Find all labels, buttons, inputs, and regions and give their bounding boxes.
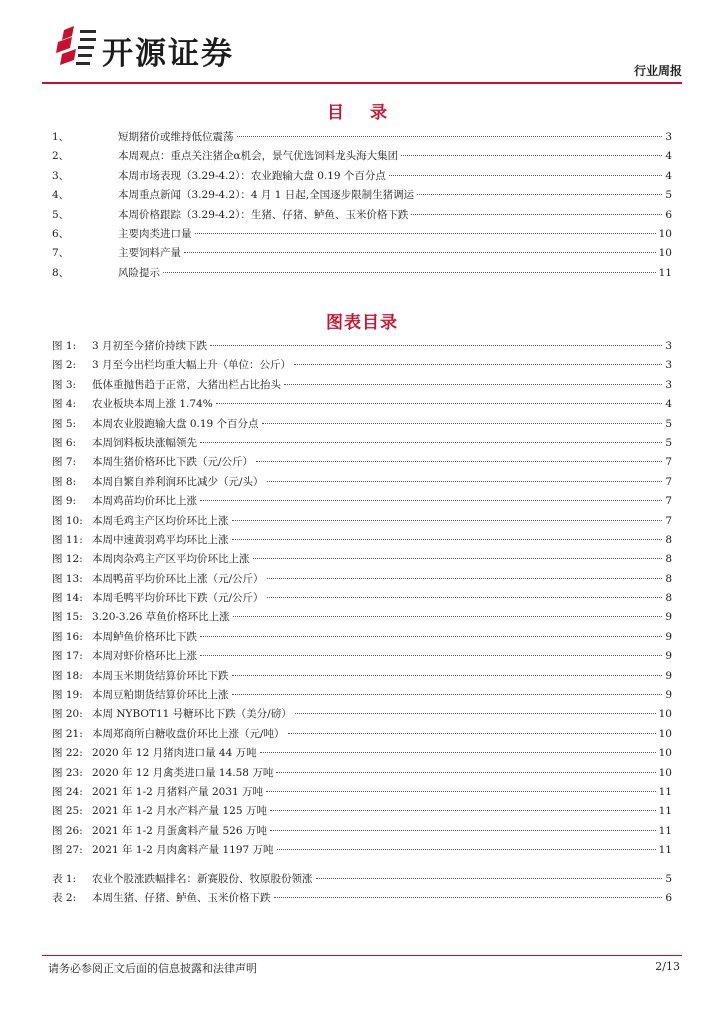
entry-number: 2、 — [52, 150, 70, 163]
entry-number: 图 11: — [52, 533, 83, 546]
entry-title: 主要饲料产量 — [118, 247, 181, 260]
entry-page: 4 — [665, 150, 672, 163]
entry-number: 图 14: — [52, 592, 83, 605]
entry-page: 3 — [665, 340, 672, 352]
entry-title: 2021 年 1-2 月蛋禽料产量 526 万吨 — [92, 824, 267, 837]
entry-number: 图 20: — [52, 708, 83, 721]
dot-leader — [267, 578, 663, 579]
toc-entry[interactable] — [52, 589, 672, 608]
entry-title: 本周毛鸭平均价环比下跌（元/公斤） — [92, 592, 264, 605]
table-toc — [52, 870, 672, 909]
brand-name: 开源证券 — [102, 36, 234, 72]
kaiyuan-logo-icon — [54, 24, 98, 68]
dot-leader — [276, 772, 655, 773]
entry-title: 农业板块本周上涨 1.74% — [92, 398, 213, 411]
toc-entry[interactable] — [52, 147, 672, 166]
entry-page: 11 — [658, 824, 672, 837]
entry-page: 7 — [665, 514, 672, 527]
entry-page: 6 — [665, 208, 672, 221]
entry-title: 本周玉米期货结算价环比下跌 — [92, 669, 229, 682]
toc-entry[interactable] — [52, 492, 672, 511]
dot-leader — [401, 155, 662, 156]
dot-leader — [316, 878, 663, 879]
toc-entry[interactable] — [52, 337, 672, 356]
entry-title: 本周鲈鱼价格环比下跌 — [92, 630, 197, 643]
toc-entry[interactable] — [52, 225, 672, 244]
entry-title: 短期猪价或维持低位震荡 — [118, 131, 234, 143]
toc-entry[interactable] — [52, 889, 672, 908]
dot-leader — [200, 655, 662, 656]
entry-number: 图 2: — [52, 359, 77, 372]
entry-number: 图 9: — [52, 495, 77, 508]
entry-page: 7 — [665, 475, 672, 488]
toc-entry[interactable] — [52, 608, 672, 627]
entry-title: 本周自繁自养利润环比减少（元/头） — [92, 475, 264, 488]
entry-number: 图 25: — [52, 805, 83, 818]
entry-title: 农业个股涨跌幅排名：新赛股份、牧原股份领涨 — [92, 873, 313, 885]
entry-title: 2020 年 12 月猪肉进口量 44 万吨 — [92, 747, 257, 760]
entry-number: 图 18: — [52, 669, 83, 682]
entry-page: 4 — [665, 169, 672, 182]
entry-title: 本周观点：重点关注猪企α机会，景气优选饲料龙头海大集团 — [118, 150, 399, 163]
entry-number: 图 19: — [52, 689, 83, 702]
entry-number: 图 21: — [52, 727, 83, 740]
entry-title: 2020 年 12 月禽类进口量 14.58 万吨 — [92, 766, 274, 779]
entry-page: 9 — [665, 630, 672, 643]
dot-leader — [163, 272, 656, 273]
toc-entry[interactable] — [52, 356, 672, 375]
entry-page: 3 — [665, 359, 672, 372]
dot-leader — [195, 233, 656, 234]
entry-number: 7、 — [52, 247, 70, 260]
toc-entry[interactable] — [52, 395, 672, 414]
dot-leader — [274, 897, 663, 898]
entry-title: 3 月初至今猪价持续下跌 — [92, 340, 208, 352]
entry-page: 10 — [658, 727, 672, 740]
entry-title: 本周中速黄羽鸡平均环比上涨 — [92, 533, 229, 546]
entry-page: 11 — [658, 785, 672, 798]
entry-title: 本周生猪、仔猪、鲈鱼、玉米价格下跌 — [92, 892, 271, 905]
toc-entry[interactable] — [52, 744, 672, 763]
entry-page: 6 — [665, 892, 672, 905]
entry-page: 7 — [665, 456, 672, 469]
header-divider — [42, 82, 682, 84]
toc-entry[interactable] — [52, 167, 672, 186]
entry-title: 本周价格跟踪（3.29-4.2）：生猪、仔猪、鲈鱼、玉米价格下跌 — [118, 208, 409, 221]
entry-title: 本周对虾价格环比上涨 — [92, 650, 197, 663]
dot-leader — [294, 364, 662, 365]
entry-page: 8 — [665, 553, 672, 566]
entry-title: 风险提示 — [118, 266, 160, 279]
entry-number: 8、 — [52, 266, 70, 279]
report-type: 行业周报 — [633, 64, 682, 78]
dot-leader — [260, 752, 656, 753]
entry-title: 本周生猪价格环比下跌（元/公斤） — [92, 456, 254, 469]
toc-entry[interactable] — [52, 415, 672, 434]
toc-entry[interactable] — [52, 531, 672, 550]
entry-number: 图 23: — [52, 766, 83, 779]
entry-title: 本周豆粕期货结算价环比上涨 — [92, 689, 229, 702]
toc-entry[interactable] — [52, 628, 672, 647]
dot-leader — [270, 830, 656, 831]
entry-page: 5 — [665, 873, 672, 885]
entry-title: 本周鸡苗均价环比上涨 — [92, 495, 197, 508]
toc-entry[interactable] — [52, 206, 672, 225]
toc-entry[interactable] — [52, 822, 672, 841]
entry-number: 图 22: — [52, 747, 83, 760]
dot-leader — [266, 791, 656, 792]
entry-number: 表 1: — [52, 873, 77, 885]
entry-number: 图 16: — [52, 630, 83, 643]
entry-page: 9 — [665, 611, 672, 624]
toc-entry[interactable] — [52, 667, 672, 686]
entry-page: 5 — [665, 417, 672, 430]
entry-number: 图 12: — [52, 553, 83, 566]
entry-page: 4 — [665, 398, 672, 411]
toc-entry[interactable] — [52, 570, 672, 589]
entry-page: 8 — [665, 572, 672, 585]
dot-leader — [295, 713, 656, 714]
entry-number: 图 24: — [52, 785, 83, 798]
footer-disclaimer: 请务必参阅正文后面的信息披露和法律声明 — [48, 962, 257, 975]
entry-number: 图 4: — [52, 398, 77, 411]
page-header — [42, 18, 682, 78]
entry-number: 图 8: — [52, 475, 77, 488]
entry-page: 11 — [658, 844, 672, 857]
entry-page: 10 — [658, 227, 672, 240]
entry-page: 10 — [658, 747, 672, 760]
entry-page: 10 — [658, 708, 672, 721]
entry-number: 图 27: — [52, 844, 83, 857]
toc-entry[interactable] — [52, 870, 672, 889]
entry-title: 本周市场表现（3.29-4.2）：农业跑输大盘 0.19 个百分点 — [118, 169, 386, 182]
dot-leader — [389, 175, 662, 176]
entry-title: 2021 年 1-2 月肉禽料产量 1197 万吨 — [92, 844, 274, 857]
toc-entry[interactable] — [52, 453, 672, 472]
entry-title: 本周重点新闻（3.29-4.2）：4 月 1 日起,全国逐步限制生猪调运 — [118, 189, 415, 202]
entry-page: 9 — [665, 669, 672, 682]
dot-leader — [216, 403, 663, 404]
entry-title: 主要肉类进口量 — [118, 227, 192, 240]
dot-leader — [284, 384, 662, 385]
dot-leader — [233, 616, 663, 617]
toc-entry[interactable] — [52, 244, 672, 263]
entry-page: 9 — [665, 689, 672, 702]
toc-entry[interactable] — [52, 434, 672, 453]
footer-divider — [42, 955, 682, 956]
dot-leader — [270, 810, 656, 811]
dot-leader — [200, 442, 662, 443]
entry-number: 6、 — [52, 227, 70, 240]
toc-entry[interactable] — [52, 647, 672, 666]
entry-number: 表 2: — [52, 892, 77, 905]
dot-leader — [277, 849, 656, 850]
section-toc — [52, 128, 672, 283]
entry-number: 图 1: — [52, 340, 77, 352]
entry-page: 7 — [665, 495, 672, 508]
toc-entry[interactable] — [52, 686, 672, 705]
entry-page: 3 — [665, 378, 672, 391]
toc-entry[interactable] — [52, 376, 672, 395]
entry-page: 3 — [665, 131, 672, 143]
entry-number: 1、 — [52, 131, 70, 143]
entry-number: 图 10: — [52, 514, 83, 527]
entry-page: 5 — [665, 189, 672, 202]
dot-leader — [200, 636, 662, 637]
entry-title: 本周鸭苗平均价环比上涨（元/公斤） — [92, 572, 264, 585]
entry-number: 图 26: — [52, 824, 83, 837]
entry-number: 5、 — [52, 208, 70, 221]
entry-page: 9 — [665, 650, 672, 663]
dot-leader — [232, 694, 663, 695]
entry-number: 图 6: — [52, 436, 77, 449]
dot-leader — [256, 461, 662, 462]
entry-number: 图 15: — [52, 611, 83, 624]
entry-title: 本周 NYBOT11 号糖环比下跌（美分/磅） — [92, 708, 292, 721]
toc-entry[interactable] — [52, 473, 672, 492]
dot-leader — [267, 597, 663, 598]
entry-title: 本周郑商所白糖收盘价环比上涨（元/吨） — [92, 727, 285, 740]
entry-page: 11 — [658, 805, 672, 818]
dot-leader — [267, 481, 663, 482]
entry-number: 4、 — [52, 189, 70, 202]
entry-title: 3.20-3.26 草鱼价格环比上涨 — [92, 611, 230, 624]
entry-number: 图 7: — [52, 456, 77, 469]
dot-leader — [417, 194, 662, 195]
entry-title: 本周毛鸡主产区均价环比上涨 — [92, 514, 229, 527]
dot-leader — [411, 214, 662, 215]
entry-page: 5 — [665, 436, 672, 449]
dot-leader — [253, 558, 663, 559]
entry-page: 8 — [665, 592, 672, 605]
toc-entry[interactable] — [52, 725, 672, 744]
page-number: 2/13 — [655, 960, 680, 973]
toc-entry[interactable] — [52, 802, 672, 821]
entry-number: 3、 — [52, 169, 70, 182]
entry-title: 低体重抛售趋于正常，大猪出栏占比抬头 — [92, 378, 281, 391]
dot-leader — [210, 345, 662, 346]
dot-leader — [200, 500, 662, 501]
figure-toc — [52, 337, 672, 861]
entry-title: 本周饲料板块涨幅领先 — [92, 436, 197, 449]
toc-entry[interactable] — [52, 705, 672, 724]
dot-leader — [232, 675, 663, 676]
dot-leader — [262, 423, 663, 424]
entry-number: 图 17: — [52, 650, 83, 663]
toc-title: 目 录 — [327, 103, 397, 123]
dot-leader — [232, 520, 663, 521]
entry-title: 3 月至今出栏均重大幅上升（单位：公斤） — [92, 359, 292, 372]
toc-entry[interactable] — [52, 783, 672, 802]
entry-page: 10 — [658, 766, 672, 779]
entry-number: 图 5: — [52, 417, 77, 430]
toc-entry[interactable] — [52, 841, 672, 860]
entry-number: 图 13: — [52, 572, 83, 585]
entry-title: 2021 年 1-2 月猪料产量 2031 万吨 — [92, 785, 264, 798]
dot-leader — [288, 733, 656, 734]
entry-title: 本周农业股跑输大盘 0.19 个百分点 — [92, 417, 259, 430]
entry-title: 本周肉杂鸡主产区平均价环比上涨 — [92, 553, 250, 566]
entry-page: 10 — [658, 247, 672, 260]
toc-entry[interactable] — [52, 186, 672, 205]
entry-page: 11 — [658, 266, 672, 279]
toc-entry[interactable] — [52, 764, 672, 783]
dot-leader — [184, 252, 656, 253]
toc-entry[interactable] — [52, 550, 672, 569]
entry-page: 8 — [665, 533, 672, 546]
figures-toc-title: 图表目录 — [326, 313, 398, 333]
toc-entry[interactable] — [52, 512, 672, 531]
dot-leader — [232, 539, 663, 540]
toc-entry[interactable] — [52, 128, 672, 147]
toc-entry[interactable] — [52, 264, 672, 283]
entry-title: 2021 年 1-2 月水产料产量 125 万吨 — [92, 805, 267, 818]
entry-number: 图 3: — [52, 378, 77, 391]
dot-leader — [237, 136, 663, 137]
